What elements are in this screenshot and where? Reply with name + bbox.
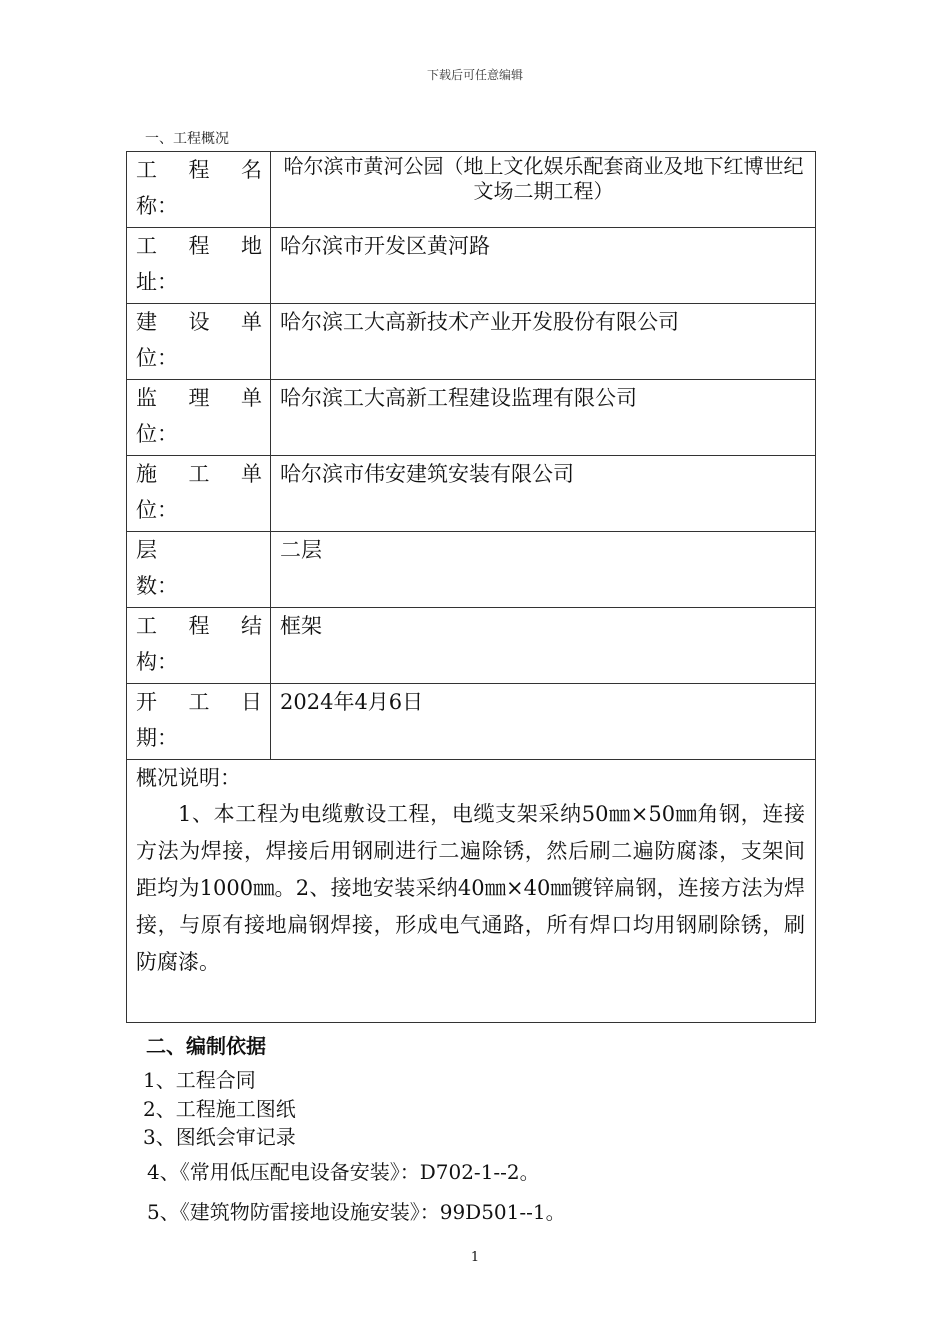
label-cell [127,152,271,228]
label-line: 工 程 结 [136,614,262,638]
table-row [127,380,816,456]
floors-value: 二层 [271,532,816,608]
label-line: 位： [136,498,178,522]
label-cell [127,380,271,456]
project-overview-table [126,151,816,1023]
label-line: 监 理 单 [136,386,262,410]
label-line: 工 程 地 [136,234,262,258]
label-line: 开 工 日 [136,690,262,714]
supervision-unit-value: 哈尔滨工大高新工程建设监理有限公司 [271,380,816,456]
label-line: 位： [136,346,178,370]
label-line: 数： [136,574,178,598]
label-line: 层 [136,538,157,562]
label-line: 位： [136,422,178,446]
table-row [127,608,816,684]
description-body: 1、本工程为电缆敷设工程，电缆支架采纳50㎜×50㎜角钢，连接方法为焊接，焊接后用钢刷进行二遍除锈，然后刷二遍防腐漆，支架间距均为1000㎜。2、接地安装采纳40㎜×40㎜镀锌扁钢，连接方法为焊接，与原有接地扁钢焊接，形成电气通路，所有焊口均用钢刷除锈，刷防腐漆。 [136,802,805,974]
label-line: 期： [136,726,178,750]
label-line: 址： [136,270,178,294]
project-name-value: 哈尔滨市黄河公园（地上文化娱乐配套商业及地下红博世纪文场二期工程） [271,152,816,228]
label-cell [127,684,271,760]
table-row [127,152,816,228]
list-item: 5、《建筑物防雷接地设施安装》：99D501--1。 [147,1199,566,1224]
construction-unit-value: 哈尔滨市伟安建筑安装有限公司 [271,456,816,532]
start-date-value: 2024年4月6日 [271,684,816,760]
structure-value: 框架 [271,608,816,684]
description-title: 概况说明： [136,766,241,790]
label-line: 工 程 名 [136,158,262,182]
table-row [127,304,816,380]
section-title-overview: 一、工程概况 [145,131,229,147]
description-cell [127,760,816,1023]
list-item: 4、《常用低压配电设备安装》：D702-1--2。 [147,1159,540,1184]
table-row [127,228,816,304]
label-line: 施 工 单 [136,462,262,486]
list-item: 3、图纸会审记录 [143,1125,296,1149]
basis-list [143,1066,566,1232]
list-item: 2、工程施工图纸 [143,1096,296,1121]
table-row [127,532,816,608]
label-cell [127,228,271,304]
project-address-value: 哈尔滨市开发区黄河路 [271,228,816,304]
label-cell [127,304,271,380]
page-number: 1 [470,1250,480,1265]
header-note: 下载后可任意编辑 [426,68,523,82]
list-item: 1、工程合同 [143,1068,256,1092]
label-line: 建 设 单 [136,310,262,334]
label-cell [127,608,271,684]
section-title-basis: 二、编制依据 [146,1034,266,1058]
label-cell [127,532,271,608]
table-row [127,760,816,1023]
label-line: 构： [136,650,178,674]
table-row [127,684,816,760]
label-cell [127,456,271,532]
table-row [127,456,816,532]
owner-unit-value: 哈尔滨工大高新技术产业开发股份有限公司 [271,304,816,380]
label-line: 称： [136,194,178,218]
